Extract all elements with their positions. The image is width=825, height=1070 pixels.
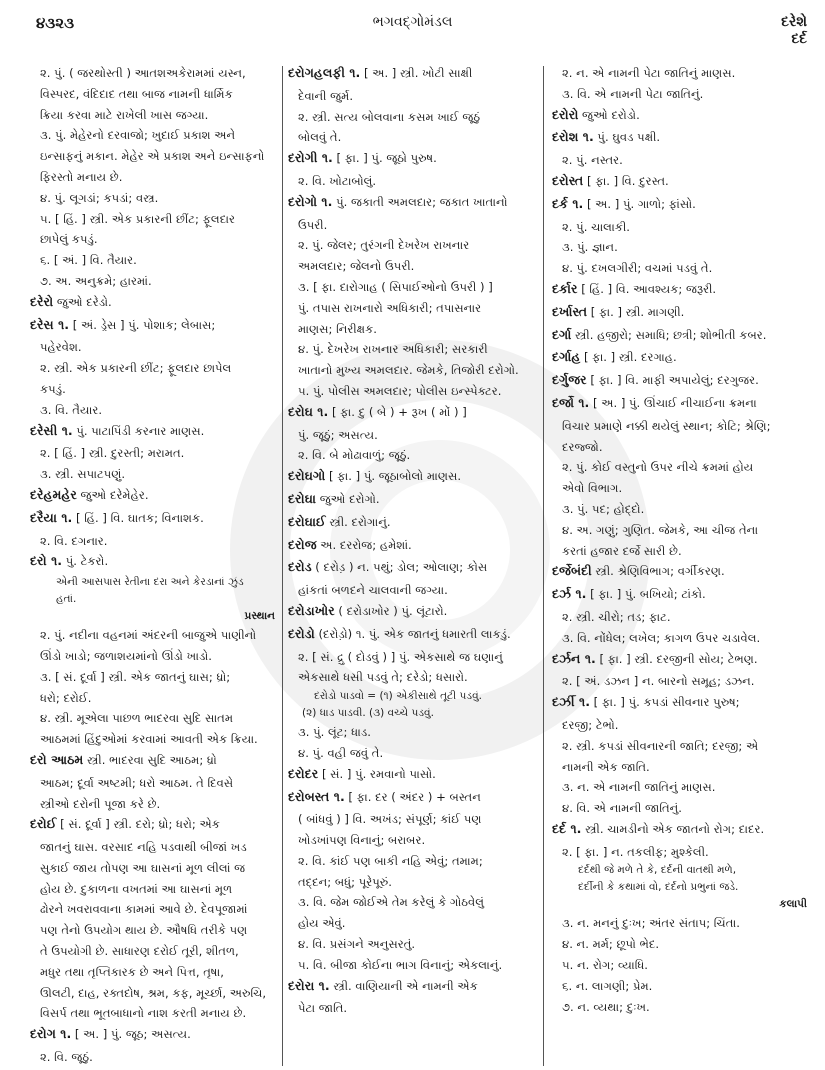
definition-text: [ અ. ] સ્ત્રી. ખોટી સાક્ષી <box>360 66 473 80</box>
definition-text: સ્ત્રી. શ્રેણિવિભાગ; વર્ગીકરણ. <box>591 564 725 579</box>
dictionary-entry <box>288 63 538 84</box>
headword: દરોઘ ૧. <box>288 403 329 419</box>
headword: દરોગી ૧. <box>288 150 333 166</box>
headword: દર્જેબંદી <box>552 563 592 579</box>
guide-words <box>781 14 807 48</box>
definition-text: સ્ત્રી. ચામડીનો એક જાતનો રોગ; દાદર. <box>581 821 765 836</box>
sense-line: ૨. વિ. બે મોઢાવાળું; જૂઠું. <box>298 448 411 463</box>
continuation-line: હોય છે. દુકાળના વખતમાં આ ઘાસનાં મૂળ <box>40 881 233 896</box>
sense-line: ૬. ન. લાગણી; પ્રેમ. <box>562 978 653 993</box>
sense-line: ૨. પું. નદીના વહનમાં અંદરની બાજુએ પાણીનો <box>40 628 257 643</box>
sense-line: ૫. [ હિં. ] સ્ત્રી. એક પ્રકારની છીંટ; ફૂલદાર <box>40 211 236 226</box>
continuation-line: અમલદાર; જેલનો ઉપરી. <box>298 259 415 274</box>
definition-text: જુઓ દરેડો. <box>53 294 112 309</box>
sense-line: ૪. અ. ગણું; ગુણિત. જેમકે, આ ચીજ તેના <box>562 522 759 537</box>
definition-text: પું. ટેકરો. <box>62 554 109 569</box>
guide-word-first: દરેશે <box>781 14 807 30</box>
dictionary-entry <box>30 421 275 442</box>
dictionary-entry <box>288 192 538 213</box>
dictionary-entry <box>288 489 538 510</box>
continuation-line: ખાતાનો મુખ્ય અમલદાર. જેમકે, તિજોરી દરોગો. <box>298 363 519 378</box>
sense-line: ૩. પું. લૂંટ; ધાડ. <box>298 725 371 740</box>
sense-line: ૩. [ સં. દૂર્વા ] સ્ત્રી. એક જાતનું ઘાસ; ધ્રો; <box>40 669 231 684</box>
continuation-line: જાતનું ઘાસ. વરસાદ નહિ પડવાથી બીજાં ખડ <box>40 840 247 855</box>
quotation-line: દર્દીની કે કથામાં વો, દર્દનો પ્રભુનાં જડે. <box>578 881 739 894</box>
definition-text: [ અ. ] પું. ઊંચાઈ નીચાઈના ક્રમના <box>589 395 757 410</box>
continuation-line: દેવાની જુર્મ. <box>298 88 354 103</box>
sense-line: ૩. વિ. તૈયાર. <box>40 402 103 417</box>
sense-line: ૭. ન. વ્યથા; દુઃખ. <box>562 999 650 1014</box>
continuation-line: ઢોરને ખવરાવવાના કામમાં આવે છે. દેવપૂજામાં <box>40 902 248 917</box>
dictionary-entry <box>552 105 807 126</box>
continuation-line: ( બાંધવું ) ] વિ. અખંડ; સંપૂર્ણ; કાંઈ પણ <box>298 812 482 827</box>
sense-line: ૨. પું. કોઈ વસ્તુનો ઉપર નીચે ક્રમમાં હોય <box>562 460 754 475</box>
sense-line: ૨. વિ. કાંઈ પણ બાકી નહિ એવું; તમામ; <box>298 853 483 868</box>
dictionary-entry <box>552 393 807 414</box>
dictionary-entry <box>552 302 807 323</box>
dictionary-entry <box>288 601 538 622</box>
continuation-line: ઇન્સાફનું મકાન. મેહેર એ પ્રકાશ અને ઇન્સાફનો <box>40 149 265 164</box>
headword: દરોજ <box>288 536 317 552</box>
sense-line: ૪. પું. લૂગડાં; કપડાં; વસ્ત્ર. <box>40 190 159 205</box>
headword: દરેસી ૧. <box>30 422 73 438</box>
sense-line: ૨. વિ. જૂઠું. <box>40 1050 93 1065</box>
continuation-line: તદ્દન; બધું; પૂરેપૂરું. <box>298 874 392 889</box>
continuation-line: ખોડખાંપણ વિનાનું; બરાબર. <box>298 833 426 848</box>
dictionary-entry <box>552 692 807 713</box>
headword: દરોઘા <box>288 490 317 506</box>
continuation-line: કપડું. <box>40 381 66 396</box>
continuation-line: માણસ; નિરીક્ષક. <box>298 321 377 336</box>
headword: દરેરો <box>30 293 54 309</box>
continuation-line: ક્રિયા કરવા માટે રાખેલી ખાસ જગ્યા. <box>40 107 209 122</box>
definition-text: [ ફા. દર ( અંદર ) + બસ્તન <box>344 789 481 804</box>
sense-line: ૨. [ હિં. ] સ્ત્રી. દુરસ્તી; મરામત. <box>40 446 185 461</box>
dictionary-entry <box>288 624 538 645</box>
dictionary-entry <box>30 485 275 506</box>
sense-line: ૩. વિ. જેમ જોઈએ તેમ કરેલું કે ગોઠવેલું <box>298 895 485 910</box>
continuation-line: ધરો; દરોઈ. <box>40 690 92 705</box>
continuation-line: પું. તપાસ રાખનારો અધિકારી; તપાસનાર <box>298 300 482 315</box>
definition-text: [ ફા. ] વિ. માફી અપાયેલું; દરગુજર. <box>586 373 759 388</box>
continuation-line: ઊલટી, દાહ, રક્તદોષ, શ્રમ, કફ, મૂર્ચ્છા, અરુચિ, <box>40 985 267 1000</box>
definition-text: [ ફા. ] પું. બખિયો; ટાંકો. <box>586 587 706 602</box>
continuation-line: બોલવું તે. <box>298 130 342 145</box>
headword: દરૈયા ૧. <box>30 509 73 525</box>
headword: દરો ૧. <box>30 553 63 569</box>
continuation-line: વિચાર પ્રમાણે નક્કી થયેલું સ્થાન; કોટિ; શ્રેણિ; <box>562 418 771 433</box>
sense-line: ૫. ન. રોગ; વ્યાધિ. <box>562 958 648 973</box>
headword: દર્ઝી ૧. <box>552 694 590 710</box>
page-header <box>0 14 825 54</box>
quotation-line: હતાં. <box>56 593 77 606</box>
continuation-line: મધુર તથા તૃપ્તિકારક છે અને પિત્ત, તૃષા, <box>40 964 224 979</box>
dictionary-entry <box>552 347 807 368</box>
sense-line: ૩. પું. જ્ઞાન. <box>562 240 618 255</box>
headword: દરોગ ૧. <box>30 1026 72 1042</box>
definition-text: [ અ. ] પું. જૂઠ; અસત્ય. <box>71 1027 191 1042</box>
dictionary-entry <box>30 508 275 529</box>
sense-line: ૨. [ ફા. ] ન. તકલીફ; મુશ્કેલી. <box>562 844 709 859</box>
sense-line: ૩. પું. મેહેરનો દરવાજો; ખુદાઈ પ્રકાશ અને <box>40 128 236 143</box>
dictionary-entry <box>288 402 538 423</box>
headword: દર્જો ૧. <box>552 394 590 410</box>
definition-text: [ ફા. દુ ( બે ) + રૂખ ( મોં ) ] <box>328 404 467 419</box>
dictionary-entry <box>30 292 275 313</box>
continuation-line: પું. જૂઠું; અસત્ય. <box>298 427 378 442</box>
definition-text: પું. પાટાપિંડી કરનાર માણસ. <box>72 423 205 438</box>
sense-line: ૨. ન. એ નામની પેટા જાતિનું માણસ. <box>562 66 736 80</box>
dictionary-column-3 <box>552 63 807 1017</box>
headword: દર્ખાસ્ત <box>552 303 588 319</box>
definition-text: અ. દરરોજ; હમેશાં. <box>316 537 412 552</box>
dictionary-entry <box>552 194 807 215</box>
sense-line: ૩. [ ફા. દારોગાહ ( સિપાઈઓનો ઉપરી ) ] <box>298 279 493 294</box>
headword: દર્ક ૧. <box>552 195 584 211</box>
headword: દરોડ <box>288 559 312 575</box>
continuation-line: ઊંડો ખાડો; જળાશયમાંનો ઊંડો ખાડો. <box>40 648 212 663</box>
dictionary-entry <box>30 1024 275 1045</box>
sense-line: ૭. અ. અનુક્રમે; હારમાં. <box>40 273 152 288</box>
sense-line: ૨. સ્ત્રી. કપડાં સીવનારની જાતિ; દરજી; એ <box>562 738 759 753</box>
sense-line: ૬. [ અં. ] વિ. તૈયાર. <box>40 253 137 268</box>
headword: દરોઘગો <box>288 468 326 484</box>
definition-text: [ ફા. ] પું. જૂઠાબોલો માણસ. <box>325 469 462 484</box>
sense-line: ૫. વિ. બીજા કોઈના ભાગ વિનાનું; એકલાનું. <box>298 957 503 972</box>
dictionary-entry <box>30 750 275 771</box>
definition-text: [ હિં. ] વિ. ઘાતક; વિનાશક. <box>72 510 204 525</box>
definition-text: સ્ત્રી. વાણિયાની એ નામની એક <box>329 978 478 993</box>
dictionary-entry <box>288 148 538 169</box>
definition-text: [ ફા. ] સ્ત્રી. દરજીની સોય; ટેભણ. <box>595 651 758 666</box>
headword: દર્ઝન ૧. <box>552 650 596 666</box>
continuation-line: દરજ્જો. <box>562 439 603 454</box>
dictionary-entry <box>552 370 807 391</box>
sense-line: ૪. વિ. એ નામની જાતિનું. <box>562 801 682 816</box>
continuation-line: આઠમ; દૂર્વા અષ્ટમી; ધરો આઠમ. તે દિવસે <box>40 775 234 790</box>
sense-line: ૪. પું. વહી જવું તે. <box>298 745 384 760</box>
dictionary-entry <box>30 315 275 336</box>
definition-text: (દરોડ઼ો) ૧. પું. એક જાતનું ધમારતી લાકડું. <box>314 626 511 641</box>
sense-line: ૪. પું. દેખરેખ રાખનાર અધિકારી; સરકારી <box>298 342 488 357</box>
headword: દરેસ ૧. <box>30 316 70 332</box>
sense-line: ૩. સ્ત્રી. સપાટપણું. <box>40 467 126 482</box>
dictionary-entry <box>288 512 538 533</box>
sense-line: ૨. પું. ચાલાકી. <box>562 219 630 234</box>
continuation-line: નામની એક જાતિ. <box>562 759 650 774</box>
sense-line: ૩. પું. પદ; હોદ્દો. <box>562 501 645 516</box>
sense-line: ૨. પું. જેલર; તુરંગની દેખરેખ રાખનાર <box>298 238 470 253</box>
definition-text: [ અં. ડ્રેસ ] પું. પોશાક; લેબાસ; <box>69 317 216 332</box>
sense-line: ૪. પું. દખલગીરી; વચમાં પડવું તે. <box>562 261 713 276</box>
continuation-line: ઉપરી. <box>298 217 328 232</box>
running-title: ભગવદ્ગોમંડલ <box>372 14 453 30</box>
continuation-line: તે ઉપયોગી છે. સાધારણ દરોઈ તૂરી, શીતળ, <box>40 944 239 959</box>
dictionary-entry <box>552 649 807 670</box>
quotation-line: દરોડો પાડવો = (૧) એકીસાથે તૂટી પડવું. <box>314 690 482 703</box>
definition-text: [ ફા. ] પું. કપડાં સીવનાર પુરુષ; <box>590 695 740 710</box>
headword: દરોરો <box>552 106 579 122</box>
headword: દરોબસ્ત ૧. <box>288 788 345 804</box>
headword: દરોસ્ત <box>552 172 584 188</box>
sense-line: ૪. સ્ત્રી. મૂએલા પાછળ ભાદરવા સુદિ સાતમ <box>40 711 234 726</box>
headword: દરોઈ <box>30 816 57 832</box>
headword: દરેહમહેર <box>30 486 77 502</box>
dictionary-entry <box>288 787 538 808</box>
sense-line: ૫. પું. પોલીસ અમલદાર; પોલીસ ઇન્સ્પેક્ટર. <box>298 383 502 398</box>
sense-line: ૨. સ્ત્રી. એક પ્રકારની છીંટ; ફૂલદાર છાપેલ <box>40 361 232 376</box>
headword: દરોડો <box>288 625 315 641</box>
dictionary-entry <box>552 171 807 192</box>
definition-text: [ અ. ] પું. ગાળો; ફાંસો. <box>583 196 696 211</box>
continuation-line: પણ તેનો ઉપયોગ થાય છે. ઔષધિ તરીકે પણ <box>40 923 248 938</box>
definition-text: [ હિં. ] વિ. આવશ્યક; જરૂરી. <box>577 281 717 296</box>
definition-text: પું. જકાતી અમલદાર; જકાત ખાતાનો <box>332 194 508 209</box>
sense-line: ૨. પું. નસ્તર. <box>562 153 623 168</box>
continuation-line: સુકાઈ જાય તોપણ આ ઘાસનાં મૂળ લીલાં જ <box>40 860 246 875</box>
headword: દરોશ ૧. <box>552 129 594 145</box>
quotation-line: એની આસપાસ રેતીના દરા અને કેરડાનાં ઝુંડ <box>56 576 244 589</box>
dictionary-column-2 <box>288 63 538 1019</box>
sense-line: ૨. સ્ત્રી. સત્ય બોલવાના કસમ ખાઈ જૂઠું <box>298 109 481 124</box>
sense-line: ૨. વિ. દગનાર. <box>40 533 108 548</box>
definition-text: [ ફા. ] વિ. દુરસ્ત. <box>583 173 669 188</box>
sense-line: ૨. [ સં. દ્રુ ( દોડવું ) ] પું. એકસાથે જ ઘણાનું <box>298 649 503 664</box>
definition-text: [ ફા. ] પું. જૂઠો પુરુષ. <box>332 151 437 166</box>
dictionary-entry <box>288 764 538 785</box>
continuation-line: વિસર્પ તથા ભૂતબાધાનો નાશ કરતી મનાય છે. <box>40 1006 247 1021</box>
headword: દરોદર <box>288 765 319 781</box>
sense-line: ૪. ન. મર્મ; છૂપો ભેદ. <box>562 937 660 952</box>
sense-line: ૨. સ્ત્રી. ચીરો; તડ; ફાટ. <box>562 609 671 624</box>
headword: દર્ગા <box>552 326 572 342</box>
continuation-line: સ્ત્રીઓ દરોની પૂજા કરે છે. <box>40 796 161 811</box>
definition-text: જુઓ દરોડો. <box>578 107 640 122</box>
sense-line: ૩. ન. એ નામની જાતિનું માણસ. <box>562 780 716 795</box>
column-divider <box>543 66 544 1066</box>
continuation-line: વિસ્પરદ, વંદિદાદ તથા બાજ નામની ધાર્મિક <box>40 86 233 101</box>
continuation-line: કરતાં હજાર દર્જે સારી છે. <box>562 543 682 558</box>
definition-text: સ્ત્રી. ભાદરવા સુદિ આઠમ; ધ્રો <box>83 752 217 767</box>
headword: દર્દ ૧. <box>552 820 582 836</box>
continuation-line: પહેરવેશ. <box>40 340 82 355</box>
sense-line: ૨. વિ. ખોટાબોલું. <box>298 173 377 188</box>
definition-text: સ્ત્રી. હજીરો; સમાધિ; છત્રી; શોભીતી કબર. <box>571 327 767 342</box>
definition-text: સ્ત્રી. દરોગાનું. <box>325 514 391 529</box>
page-number: ૪૩૨૩ <box>36 14 75 32</box>
quotation-attribution: કલાપી <box>779 898 807 911</box>
definition-text: ( દરોડ઼ ) ન. પથું; ડોલ; ઓલાણ; કોસ <box>311 560 488 575</box>
continuation-line: હોય એવું. <box>298 916 346 931</box>
headword: દર્ગાહ <box>552 349 581 365</box>
dictionary-entry <box>288 557 538 578</box>
definition-text: ( દરોડાખોર ) પું. લૂંટારો. <box>334 603 448 618</box>
dictionary-entry <box>30 814 275 835</box>
headword: દર્કાર <box>552 280 578 296</box>
dictionary-entry <box>552 584 807 605</box>
continuation-line: ફિરસ્તો મનાય છે. <box>40 169 123 184</box>
dictionary-entry <box>552 279 807 300</box>
dictionary-entry <box>552 325 807 346</box>
headword: દરોઘાઈ <box>288 513 326 529</box>
definition-text: [ સં. દૂર્વા ] સ્ત્રી. દરો; ધ્રો; ધરો; એક <box>56 817 220 832</box>
continuation-line: છાપેલું કપડું. <box>40 232 98 247</box>
headword: દરોરા ૧. <box>288 977 330 993</box>
dictionary-entry <box>552 819 807 840</box>
dictionary-entry <box>30 551 275 572</box>
dictionary-column-1 <box>30 63 275 1068</box>
dictionary-entry <box>288 976 538 997</box>
headword: દરોગો ૧. <box>288 193 333 209</box>
sense-line: ૨. પું. ( જરથોસ્તી ) આતશઅકેરામમાં યસ્ન, <box>40 66 246 80</box>
sense-line: ૨. [ અં. ડઝન ] ન. બારનો સમૂહ; ડઝન. <box>562 674 755 689</box>
sense-line: ૩. ન. મનનું દુઃખ; અંતર સંતાપ; ચિંતા. <box>562 916 740 931</box>
definition-text: પું. ઘુવડ પક્ષી. <box>593 130 661 145</box>
column-divider <box>282 66 283 1066</box>
continuation-line: હાંકતાં બળદને ચાલવાની જગ્યા. <box>298 583 448 598</box>
dictionary-entry <box>288 466 538 487</box>
headword: દરોગહલફી ૧. <box>288 65 361 80</box>
definition-text: જુઓ દરેમેહેર. <box>76 487 149 502</box>
continuation-line: પેટા જાતિ. <box>298 1001 348 1016</box>
headword: દરો આઠમ <box>30 751 84 767</box>
continuation-line: એવો વિભાગ. <box>562 481 623 496</box>
continuation-line: દરજી; ટેભો. <box>562 717 619 732</box>
headword: દરોડાખોર <box>288 602 335 618</box>
sense-line: ૪. વિ. પ્રસંગને અનુસરતું. <box>298 937 416 952</box>
definition-text: [ ફા. ] સ્ત્રી. દરગાહ. <box>580 350 677 365</box>
sense-line: ૩. વિ. નોંધેલ; લખેલ; કાગળ ઉપર ચડાવેલ. <box>562 630 761 645</box>
definition-text: જુઓ દરોગો. <box>316 491 380 506</box>
headword: દર્ઝ ૧. <box>552 586 587 602</box>
continuation-line: આઠમમાં હિંદુઓમાં કરવામાં આવતી એક ક્રિયા. <box>40 732 258 747</box>
dictionary-entry <box>288 535 538 556</box>
continuation-line: એકસાથે ધસી પડવું તે; દરેડો; ધસારો. <box>298 670 468 685</box>
quotation-attribution: પ્રસ્થાન <box>244 610 275 623</box>
definition-text: [ સં. ] પું. રમવાનો પાસો. <box>318 766 436 781</box>
guide-word-last: દર્દ <box>791 31 807 47</box>
dictionary-entry <box>552 561 807 582</box>
sense-line: ૩. વિ. એ નામની પેટા જાતિનું. <box>562 86 704 101</box>
definition-text: [ ફા. ] સ્ત્રી. માગણી. <box>587 304 685 319</box>
quotation-line: (૨) ધાડ પાડવી. (૩) વચ્ચે પડવું. <box>302 707 434 720</box>
dictionary-entry <box>552 127 807 148</box>
headword: દર્ગુજર <box>552 372 587 388</box>
quotation-line: દર્દથી જે મળે તે કે, દર્દની વાતથી મળે, <box>578 864 737 877</box>
